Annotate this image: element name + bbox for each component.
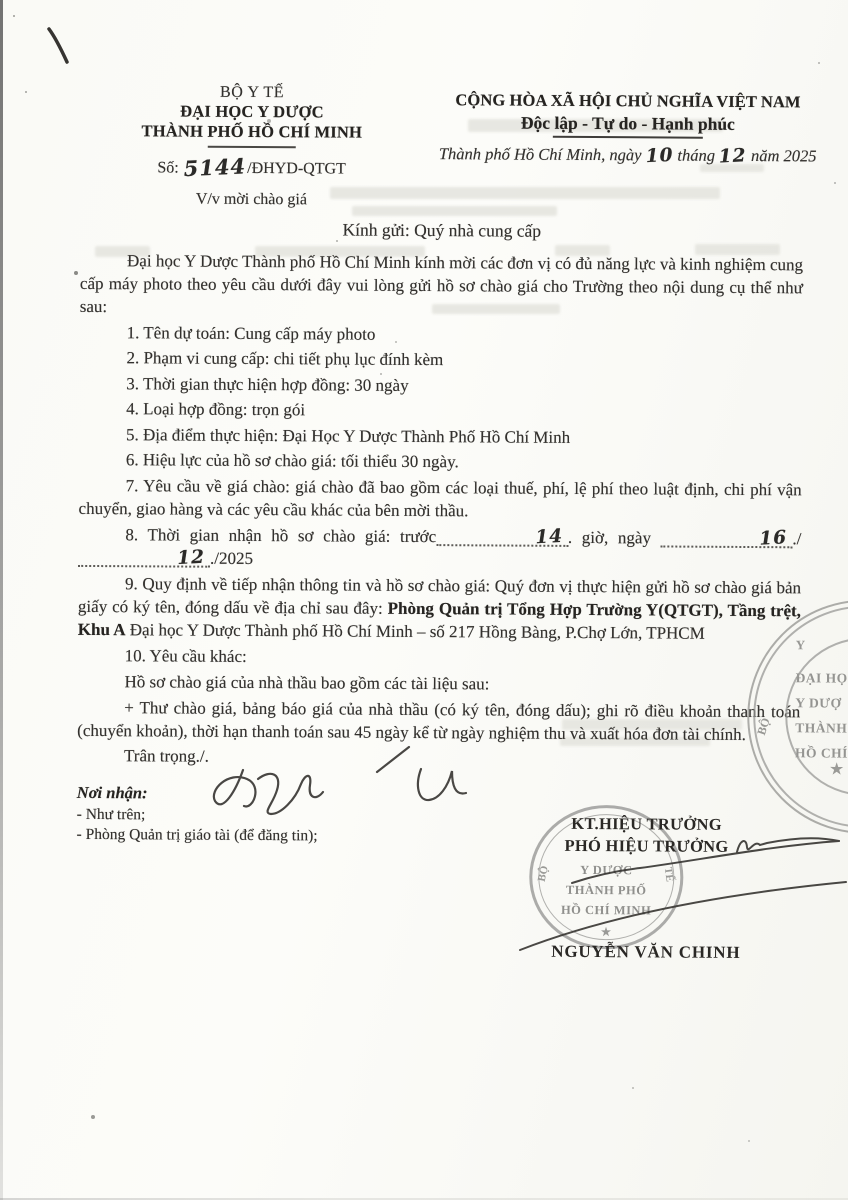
edge-seal-top-letter: Y xyxy=(795,637,806,653)
closing: Trân trọng./. xyxy=(123,746,209,766)
list-item-10: 10. Yêu cầu khác: xyxy=(124,646,247,666)
university-city: THÀNH PHỐ HỒ CHÍ MINH xyxy=(141,121,363,142)
intro-paragraph: Đại học Y Dược Thành phố Hồ Chí Minh kính mời các đơn vị có đủ năng lực và kinh nghiệm cung cấp máy photo theo yêu cầu dưới đây vui lòng gửi hồ sơ chào giá cho Trường theo nội dung cụ thể như sau: xyxy=(79,251,804,317)
seal-rim-text-right: TẾ xyxy=(662,866,676,883)
recipient-line: - Phòng Quản trị giáo tài (để đăng tin); xyxy=(76,825,318,845)
edge-seal-star-icon: ★ xyxy=(828,759,845,779)
signer-name: NGUYỄN VĂN CHINH xyxy=(551,941,741,962)
list-item-6: 6. Hiệu lực của hồ sơ chào giá: tối thiểu 30 ngày. xyxy=(125,450,459,472)
edge-seal-text: ĐẠI HỌ Y DƯỢ THÀNH HỒ CHÍ xyxy=(795,670,848,761)
list-item-5: 5. Địa điểm thực hiện: Đại Học Y Dược Thành Phố Hồ Chí Minh xyxy=(125,424,571,447)
document-number-suffix: /ĐHYD-QTGT xyxy=(247,159,346,178)
seal-text: Y DƯỢC THÀNH PHỐ HỒ CHÍ MINH xyxy=(560,862,652,918)
document-subject: V/v mời chào giá xyxy=(195,190,308,208)
scan-edge-left xyxy=(0,0,3,1200)
document-number-label: Số: xyxy=(157,158,179,177)
attachment-item: + Thư chào giá, bảng báo giá của nhà thầu (có ký tên, đóng dấu); ghi rõ điều khoản thanh toán (chuyển khoản), thời hạn thanh toán sau 45 ngày kể từ ngày nghiệm thu và xuất hóa đơn tài chính. xyxy=(77,698,801,744)
list-item-3: 3. Thời gian thực hiện hợp đồng: 30 ngày xyxy=(126,373,409,395)
handwritten-hour: 14 xyxy=(436,530,568,547)
list-item-2: 2. Phạm vi cung cấp: chi tiết phụ lục đính kèm xyxy=(126,348,444,370)
list-item-8: 8. Thời gian nhận hồ sơ chào giá: trước 14 . giờ, ngày 16 ./12 ./2025 xyxy=(78,523,801,573)
seal-rim-text-left: BỘ xyxy=(535,864,551,883)
recipients-label: Nơi nhận: xyxy=(76,782,148,803)
handwritten-day: 16 xyxy=(661,531,793,548)
recipient-line: - Như trên; xyxy=(76,805,146,824)
motto-divider xyxy=(553,136,703,139)
national-motto-line2: Độc lập - Tự do - Hạnh phúc xyxy=(520,112,735,134)
date-day-handwritten: 10 xyxy=(645,144,674,167)
salutation: Kính gửi: Quý nhà cung cấp xyxy=(342,219,542,241)
signer-title-2: PHÓ HIỆU TRƯỞNG xyxy=(564,835,729,856)
edge-seal-rim-text: BỘ xyxy=(754,716,773,737)
issuer-header xyxy=(105,83,398,209)
national-motto-line1: CỘNG HÒA XÃ HỘI CHỦ NGHĨA VIỆT NAM xyxy=(455,90,801,112)
document-number-handwritten: 5144 xyxy=(183,152,247,181)
date-line: Thành phố Hồ Chí Minh, ngày 10 tháng 12 năm 2025 xyxy=(438,143,817,168)
handwritten-month: 12 xyxy=(78,551,210,568)
list-item-1: 1. Tên dự toán: Cung cấp máy photo xyxy=(126,322,376,344)
date-month-handwritten: 12 xyxy=(718,144,748,168)
seal-star-icon: ★ xyxy=(600,924,612,940)
header-divider xyxy=(208,146,296,148)
document-body xyxy=(77,217,806,771)
list-item-7: 7. Yêu cầu về giá chào: giá chào đã bao gồm các loại thuế, phí, lệ phí theo luật định, chi phí vận chuyển, giao hàng và các yêu cầu khác của bên mời thầu. xyxy=(78,476,802,521)
attachment-intro: Hồ sơ chào giá của nhà thầu bao gồm các tài liệu sau: xyxy=(124,672,490,694)
recipients-block xyxy=(76,783,317,846)
university-name: ĐẠI HỌC Y DƯỢC xyxy=(180,101,324,122)
ministry-name: BỘ Y TẾ xyxy=(220,83,285,102)
signer-titles xyxy=(514,813,778,859)
delivery-address-bold: Phòng Quản trị Tổng Hợp Trường Y(QTGT), Tầng trệt, Khu A xyxy=(77,598,802,640)
signer-title-1: KT.HIỆU TRƯỞNG xyxy=(571,813,722,834)
national-header xyxy=(427,90,829,166)
document-number xyxy=(106,152,398,179)
list-item-9: 9. Quy định về tiếp nhận thông tin và hồ sơ chào giá: Quý đơn vị thực hiện gửi hồ sơ chào giá bản giấy có ký tên, đóng dấu về địa chỉ sau đây: Phòng Quản trị Tổng Hợp Trường Y(QTGT), Tầng trệt, Khu A Đại học Y Dược Thành phố Hồ Chí Minh – số 217 Hồng Bàng, P.Chợ Lớn, TPHCM xyxy=(77,574,802,643)
list-item-4: 4. Loại hợp đồng: trọn gói xyxy=(126,399,306,420)
